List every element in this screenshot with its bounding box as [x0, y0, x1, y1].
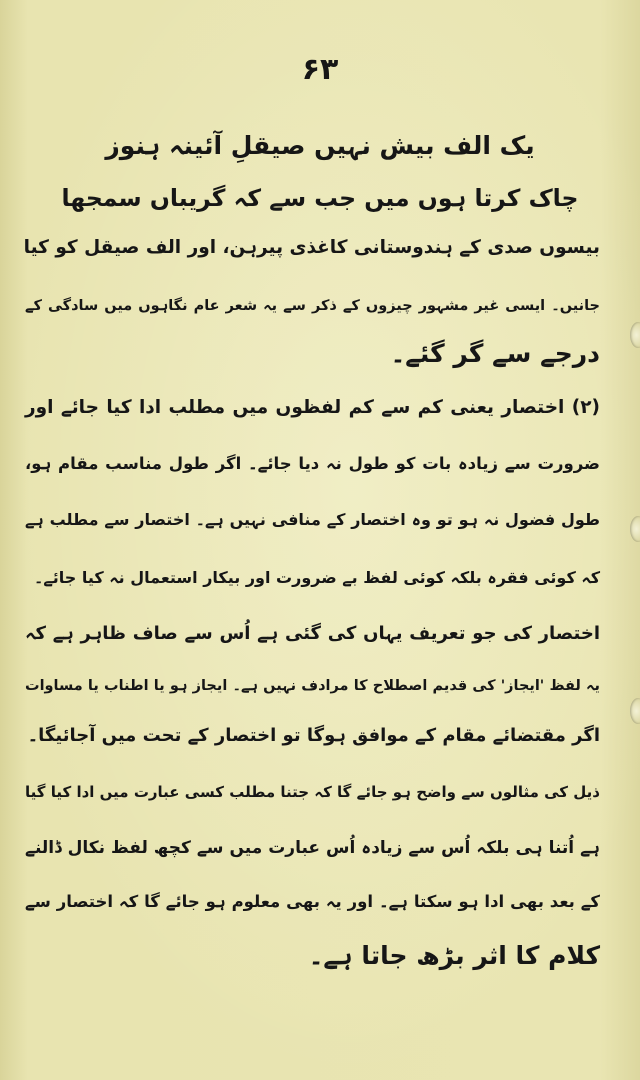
- paragraph-2-line-4: کہ کوئی فقرہ بلکہ کوئی لفظ بے ضرورت اور بیکار استعمال نہ کیا جائے۔: [33, 568, 600, 587]
- paragraph-1-line-3: درجے سے گر گئے۔: [390, 339, 600, 368]
- binding-hole: [630, 698, 640, 724]
- verse-line-2: چاک کرتا ہوں میں جب سے کہ گریباں سمجھا: [61, 184, 579, 212]
- paragraph-3-line-1: اختصار کی جو تعریف یہاں کی گئی ہے اُس سے صاف ظاہر ہے کہ: [25, 623, 600, 644]
- verse-line-1: یک الف بیش نہیں صیقلِ آئینہ ہنوز: [105, 131, 535, 160]
- paragraph-2-line-2: ضرورت سے زیادہ بات کو طول نہ دیا جائے۔ اگر طول مناسب مقام ہو،: [25, 454, 600, 473]
- paragraph-4-line-1: ذیل کی مثالوں سے واضح ہو جائے گا کہ جتنا مطلب کسی عبارت میں ادا کیا گیا: [25, 783, 600, 801]
- binding-hole: [630, 516, 640, 542]
- paragraph-3-line-3: اگر مقتضائے مقام کے موافق ہوگا تو اختصار کے تحت میں آجائیگا۔: [27, 725, 600, 746]
- paragraph-2-line-1: (۲) اختصار یعنی کم سے کم لفظوں میں مطلب ادا کیا جائے اور: [25, 397, 600, 418]
- paragraph-1-line-2: جانیں۔ ایسی غیر مشہور چیزوں کے ذکر سے یہ شعر عام نگاہوں میں سادگی کے: [25, 298, 600, 314]
- paragraph-2-line-3: طول فضول نہ ہو تو وہ اختصار کے منافی نہیں ہے۔ اختصار سے مطلب ہے: [25, 510, 600, 529]
- paragraph-4-line-4: کلام کا اثر بڑھ جاتا ہے۔: [308, 941, 600, 970]
- paragraph-4-line-3: کے بعد بھی ادا ہو سکتا ہے۔ اور یہ بھی معلوم ہو جائے گا کہ اختصار سے: [25, 892, 600, 911]
- binding-hole: [630, 322, 640, 348]
- paragraph-1-line-1: بیسوں صدی کے ہندوستانی کاغذی پیرہن، اور الف صیقل کو کیا: [23, 237, 600, 258]
- paragraph-4-line-2: ہے اُتنا ہی بلکہ اُس سے زیادہ اُس عبارت میں سے کچھ لفظ نکال ڈالنے: [25, 838, 600, 858]
- page-number: ۶۳: [301, 52, 339, 87]
- paragraph-3-line-2: یہ لفظ 'ایجاز' کی قدیم اصطلاح کا مرادف نہیں ہے۔ ایجاز ہو یا اطناب یا مساوات: [25, 678, 600, 694]
